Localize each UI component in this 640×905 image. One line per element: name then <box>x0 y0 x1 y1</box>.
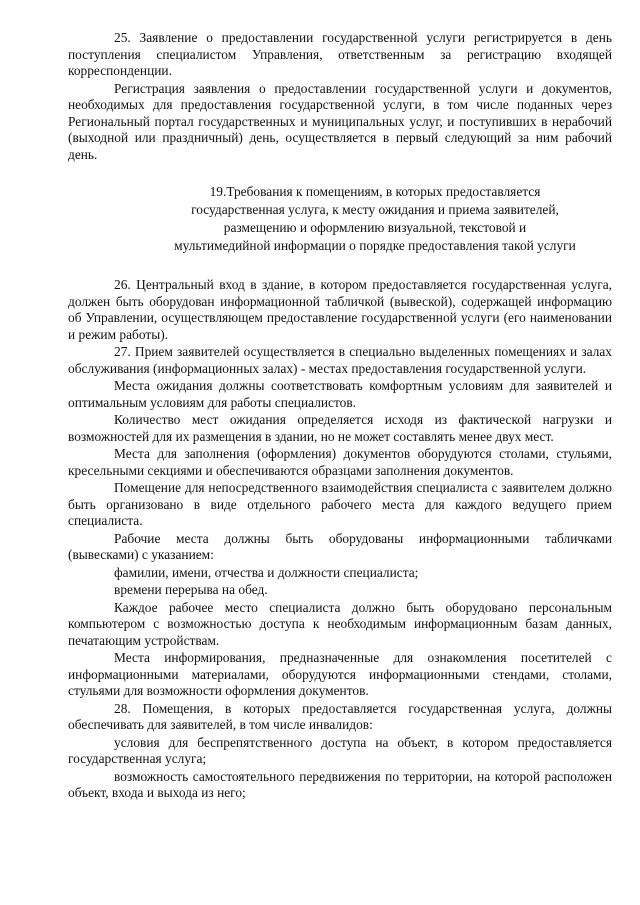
paragraph-28: 28. Помещения, в которых предоставляется государственная услуга, должны обеспечивать для заявителей, в том числе инвалидов: <box>68 700 612 732</box>
paragraph-interaction-room: Помещение для непосредственного взаимодействия специалиста с заявителем должно быть организовано в виде отдельного рабочего места для каждого ведущего прием специалиста. <box>68 480 612 528</box>
paragraph-waiting-places: Места ожидания должны соответствовать комфортным условиям для заявителей и оптимальным условиям для работы специалистов. <box>68 378 612 410</box>
heading-line: государственная услуга, к месту ожидания и приема заявителей, <box>191 202 559 217</box>
paragraph-26: 26. Центральный вход в здание, в котором предоставляется государственная услуга, должен быть оборудован информационной табличкой (вывеской), содержащей информацию об Управлении, осуществляющем предоставление государственной услуги (его наименовании и режим работы). <box>68 277 612 342</box>
heading-line: размещению и оформлению визуальной, текстовой и <box>223 220 527 235</box>
paragraph-workplaces: Рабочие места должны быть оборудованы информационными табличками (вывесками) с указанием: <box>68 530 612 562</box>
heading-line: мультимедийной информации о порядке предоставления такой услуги <box>174 238 576 253</box>
paragraph-filling-places: Места для заполнения (оформления) документов оборудуются столами, стульями, кресельными секциями и обеспечиваются образцами заполнения документов. <box>68 446 612 478</box>
section-heading-19 <box>68 183 612 255</box>
paragraph-25: 25. Заявление о предоставлении государственной услуги регистрируется в день поступления специалистом Управления, ответственным за регистрацию входящей корреспонденции. <box>68 30 612 78</box>
paragraph-info-places: Места информирования, предназначенные для ознакомления посетителей с информационными материалами, оборудуются информационными стендами, столами, стульями для возможности оформления документов. <box>68 650 612 698</box>
paragraph-waiting-count: Количество мест ожидания определяется исходя из фактической нагрузки и возможностей для их размещения в здании, но не может составлять менее двух мест. <box>68 412 612 444</box>
heading-line: 19.Требования к помещениям, в которых предоставляется <box>209 184 541 199</box>
paragraph-registration: Регистрация заявления о предоставлении государственной услуги и документов, необходимых для предоставления государственной услуги, в том числе поданных через Региональный портал государственных и муниципальных услуг, и поступивших в нерабочий (выходной или праздничный) день, осуществляется в первый следующий за ним рабочий день. <box>68 80 612 162</box>
paragraph-27: 27. Прием заявителей осуществляется в специально выделенных помещениях и залах обслуживания (информационных залах) - местах предоставления государственной услуги. <box>68 344 612 376</box>
list-item-movement: возможность самостоятельного передвижения по территории, на которой расположен объект, входа и выхода из него; <box>68 768 612 800</box>
list-item-access: условия для беспрепятственного доступа на объект, в котором предоставляется государственная услуга; <box>68 734 612 766</box>
list-item-name: фамилии, имени, отчества и должности специалиста; <box>114 564 419 580</box>
paragraph-workplace-equipment: Каждое рабочее место специалиста должно быть оборудовано персональным компьютером с возможностью доступа к необходимым информационным базам данных, печатающим устройствам. <box>68 599 612 648</box>
list-item-lunch: времени перерыва на обед. <box>114 582 268 597</box>
document-page <box>68 30 612 803</box>
